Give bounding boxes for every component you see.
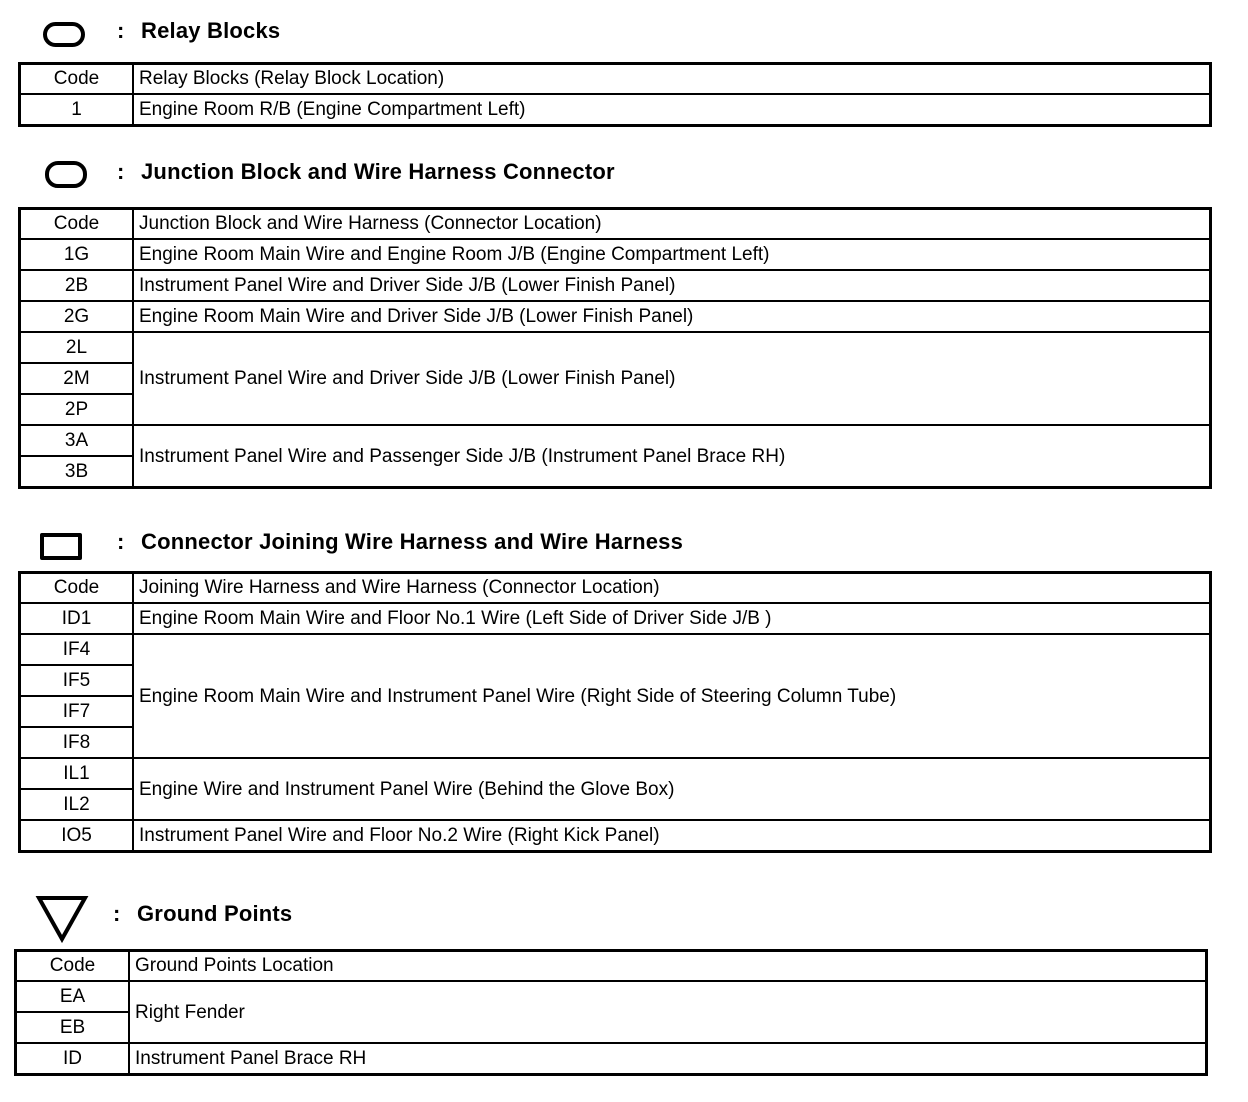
colon: :: [117, 18, 125, 43]
connector-header-desc: Joining Wire Harness and Wire Harness (Connector Location): [133, 573, 1211, 604]
code-cell: IF4: [20, 634, 134, 665]
table-row: [16, 1043, 1207, 1075]
code-cell: 2G: [20, 301, 134, 332]
desc-cell: Engine Wire and Instrument Panel Wire (Behind the Glove Box): [133, 758, 1211, 820]
code-cell: 3A: [20, 425, 134, 456]
desc-cell: Instrument Panel Brace RH: [129, 1043, 1207, 1075]
code-cell: IF7: [20, 696, 134, 727]
desc-cell: Instrument Panel Wire and Passenger Side J/B (Instrument Panel Brace RH): [133, 425, 1211, 488]
relay-table: [18, 62, 1212, 127]
table-row: [20, 758, 1211, 789]
desc-cell: Right Fender: [129, 981, 1207, 1043]
desc-cell: Instrument Panel Wire and Floor No.2 Wire (Right Kick Panel): [133, 820, 1211, 852]
relay-block-symbol-icon: [43, 22, 85, 47]
table-row: [20, 820, 1211, 852]
ground-table: [14, 949, 1208, 1076]
relay-section-title: Relay Blocks: [141, 18, 281, 43]
code-cell: IL2: [20, 789, 134, 820]
code-cell: IL1: [20, 758, 134, 789]
relay-header-desc: Relay Blocks (Relay Block Location): [133, 64, 1211, 95]
table-row: [20, 332, 1211, 363]
code-cell: IO5: [20, 820, 134, 852]
triangle-down-icon: [35, 894, 89, 944]
table-row: [20, 603, 1211, 634]
code-cell: IF5: [20, 665, 134, 696]
junction-section-title: Junction Block and Wire Harness Connector: [141, 159, 615, 184]
table-row: [20, 270, 1211, 301]
table-row: [20, 239, 1211, 270]
code-cell: EA: [16, 981, 130, 1012]
junction-block-symbol-icon: [45, 161, 87, 188]
junction-table: [18, 207, 1212, 489]
ground-section-title: Ground Points: [137, 901, 293, 926]
code-cell: 1G: [20, 239, 134, 270]
table-row: [20, 634, 1211, 665]
connector-header-code: Code: [20, 573, 134, 604]
colon: :: [117, 159, 125, 184]
connector-symbol-icon: [40, 533, 82, 560]
desc-cell: Instrument Panel Wire and Driver Side J/B (Lower Finish Panel): [133, 270, 1211, 301]
table-row: [20, 94, 1211, 126]
ground-header-desc: Ground Points Location: [129, 951, 1207, 982]
desc-cell: Instrument Panel Wire and Driver Side J/B (Lower Finish Panel): [133, 332, 1211, 425]
junction-header-desc: Junction Block and Wire Harness (Connector Location): [133, 209, 1211, 240]
code-cell: 2M: [20, 363, 134, 394]
desc-cell: Engine Room Main Wire and Instrument Panel Wire (Right Side of Steering Column Tube): [133, 634, 1211, 758]
code-cell: 2B: [20, 270, 134, 301]
colon: :: [113, 901, 121, 926]
code-cell: EB: [16, 1012, 130, 1043]
code-cell: 2L: [20, 332, 134, 363]
connector-section-title: Connector Joining Wire Harness and Wire Harness: [141, 529, 684, 554]
desc-cell: Engine Room Main Wire and Driver Side J/B (Lower Finish Panel): [133, 301, 1211, 332]
junction-header-code: Code: [20, 209, 134, 240]
code-cell: 3B: [20, 456, 134, 488]
desc-cell: Engine Room Main Wire and Engine Room J/B (Engine Compartment Left): [133, 239, 1211, 270]
table-row: [20, 301, 1211, 332]
colon: :: [117, 529, 125, 554]
code-cell: ID1: [20, 603, 134, 634]
desc-cell: Engine Room Main Wire and Floor No.1 Wire (Left Side of Driver Side J/B ): [133, 603, 1211, 634]
code-cell: 2P: [20, 394, 134, 425]
ground-header-code: Code: [16, 951, 130, 982]
connector-table: [18, 571, 1212, 853]
code-cell: 1: [20, 94, 134, 126]
desc-cell: Engine Room R/B (Engine Compartment Left): [133, 94, 1211, 126]
code-cell: IF8: [20, 727, 134, 758]
relay-header-code: Code: [20, 64, 134, 95]
table-row: [20, 425, 1211, 456]
code-cell: ID: [16, 1043, 130, 1075]
table-row: [16, 981, 1207, 1012]
